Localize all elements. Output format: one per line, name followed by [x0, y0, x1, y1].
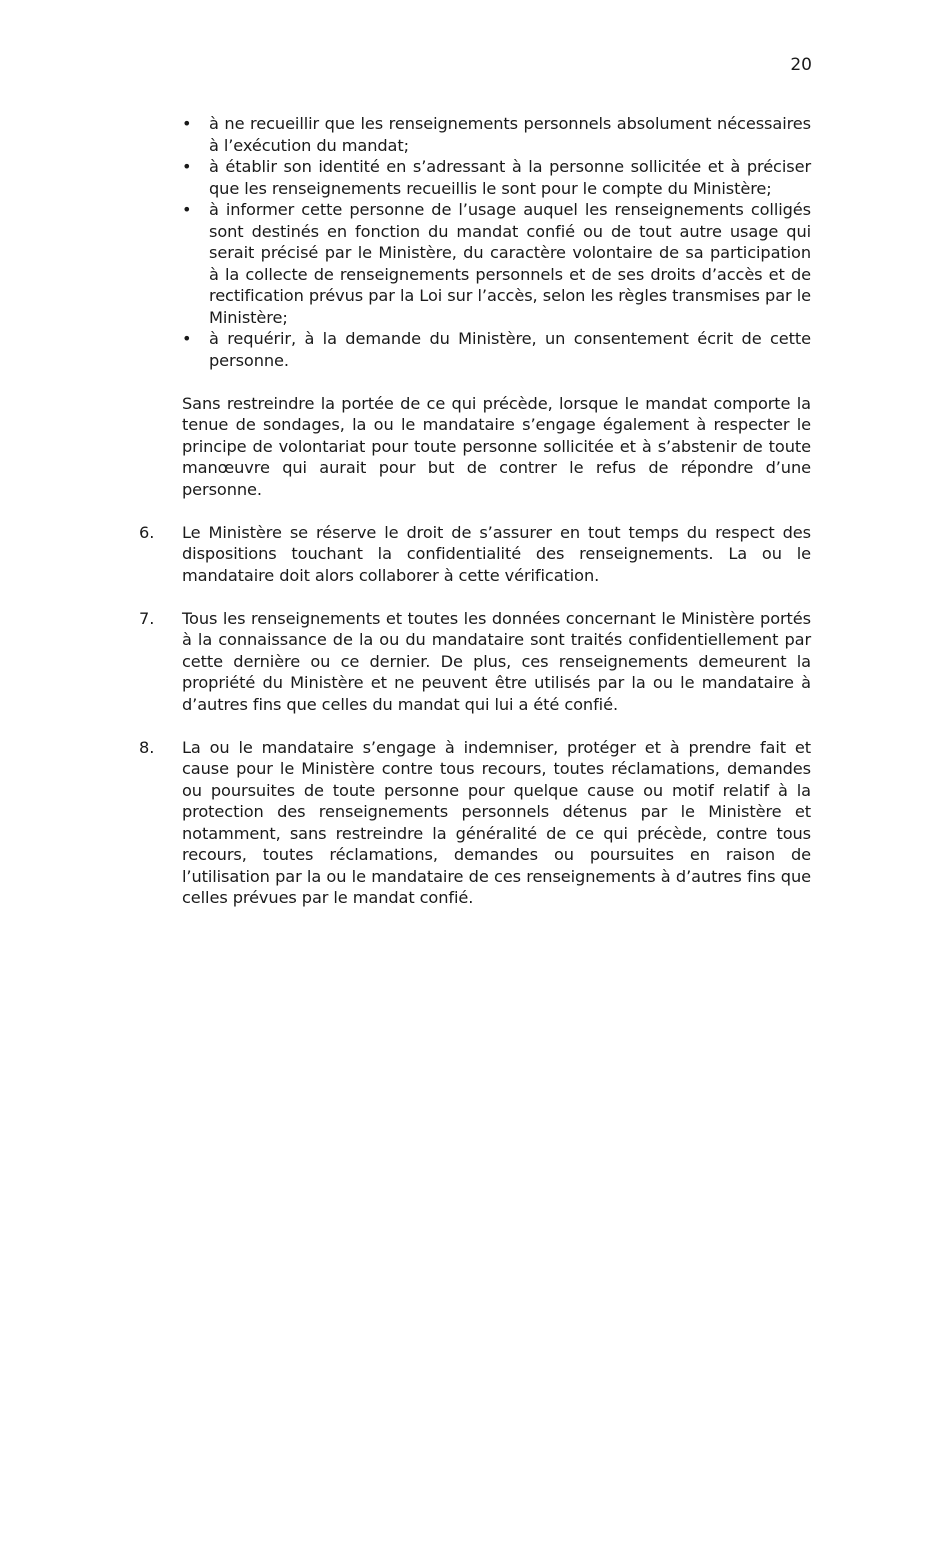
- clause-text: Tous les renseignements et toutes les données concernant le Ministère portés à la connaissance de la ou du mandataire sont traités confidentiellement par cette dernière ou ce dernier. De plus, ces renseignements demeurent la propriété du Ministère et ne peuvent être utilisés par la ou le mandataire à d’autres fins que celles du mandat qui lui a été confié.: [182, 608, 811, 714]
- clause-number: 7.: [139, 608, 155, 628]
- clause-number: 6.: [139, 522, 155, 542]
- bullet-item: [182, 113, 811, 156]
- clause-text: Le Ministère se réserve le droit de s’assurer en tout temps du respect des dispositions touchant la confidentialité des renseignements. La ou le mandataire doit alors collaborer à cette vérification.: [182, 522, 811, 585]
- bullet-text: à informer cette personne de l’usage auquel les renseignements colligés sont destinés en fonction du mandat confié ou de tout autre usage qui serait précisé par le Ministère, du caractère volontaire de sa participation à la collecte de renseignements personnels et de ses droits d’accès et de rectification prévus par la Loi sur l’accès, selon les règles transmises par le Ministère;: [209, 200, 811, 327]
- numbered-clause-6: [139, 522, 811, 587]
- clause-text: La ou le mandataire s’engage à indemniser, protéger et à prendre fait et cause pour le Ministère contre tous recours, toutes réclamations, demandes ou poursuites de toute personne pour quelque cause ou motif relatif à la protection des renseignements personnels détenus par le Ministère et notamment, sans restreindre la généralité de ce qui précède, contre tous recours, toutes réclamations, demandes ou poursuites en raison de l’utilisation par la ou le mandataire de ces renseignements à d’autres fins que celles prévues par le mandat confié.: [182, 737, 811, 907]
- numbered-clause-8: [139, 737, 811, 909]
- numbered-clause-7: [139, 608, 811, 716]
- sondages-paragraph: Sans restreindre la portée de ce qui précède, lorsque le mandat comporte la tenue de sondages, la ou le mandataire s’engage également à respecter le principe de volontariat pour toute personne sollicitée et à s’abstenir de toute manœuvre qui aurait pour but de contrer le refus de répondre d’une personne.: [182, 393, 811, 499]
- bullet-icon: •: [182, 157, 192, 176]
- obligations-bullet-list: [182, 113, 811, 371]
- bullet-item: [182, 156, 811, 199]
- bullet-icon: •: [182, 200, 192, 219]
- bullet-icon: •: [182, 114, 192, 133]
- bullet-item: [182, 199, 811, 328]
- page-number: 20: [790, 55, 812, 75]
- document-body: [139, 113, 811, 909]
- bullet-text: à établir son identité en s’adressant à la personne sollicitée et à préciser que les renseignements recueillis le sont pour le compte du Ministère;: [209, 157, 811, 198]
- bullet-text: à requérir, à la demande du Ministère, un consentement écrit de cette personne.: [209, 329, 811, 370]
- bullet-item: [182, 328, 811, 371]
- clause-number: 8.: [139, 737, 155, 757]
- bullet-text: à ne recueillir que les renseignements personnels absolument nécessaires à l’exécution du mandat;: [209, 114, 811, 155]
- bullet-icon: •: [182, 329, 192, 348]
